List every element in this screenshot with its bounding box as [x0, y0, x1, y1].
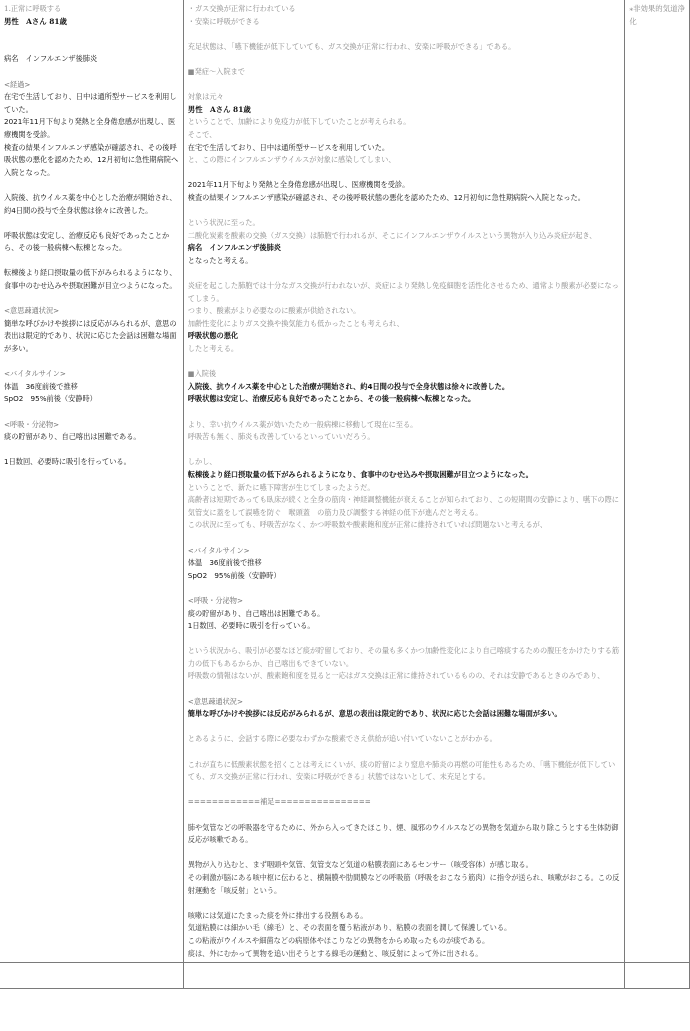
text-line: 体温 36度前後で推移	[187, 558, 262, 568]
blank-line	[188, 721, 621, 734]
text-line: <意思疎通状況>	[187, 696, 243, 706]
text-line: 肺や気管などの呼吸器を守るために、外から入ってきたほこり、煙、風邪のウイルスなどの異物を気道から取り除こうとする生体防御反応が咳嗽である。	[187, 822, 619, 845]
nursing-diagnosis-label: 非効果的気道浄化	[629, 4, 685, 26]
blank-line	[188, 79, 621, 92]
text-line: となったと考える。	[187, 255, 253, 265]
text-line: 男性 Aさん 81歳	[187, 104, 251, 114]
text-line: <呼吸・分泌物>	[4, 419, 60, 429]
text-line: 加齢性変化によりガス交換や換気能力も低かったことも考えられ、	[187, 318, 404, 328]
text-line: したと考える。	[187, 344, 239, 354]
text-line: 入院後、抗ウイルス薬を中心とした治療が開始され、約4日間の投与で全身状態は徐々に改善した。	[4, 192, 177, 215]
text-line: 咳嗽には気道にたまった痰を外に排出する役割もある。	[187, 910, 368, 920]
next-row-mid-cell	[183, 963, 625, 989]
text-line: ■発症〜入院まで	[187, 66, 245, 76]
text-line: 呼吸状態の悪化	[187, 331, 239, 341]
text-line: <バイタルサイン>	[187, 545, 250, 555]
blank-line	[188, 633, 621, 646]
blank-line	[188, 784, 621, 797]
text-line: 病名 インフルエンザ後肺炎	[4, 54, 98, 64]
text-line: 呼吸苦も無く、肺炎も改善しているといっていいだろう。	[187, 432, 375, 442]
text-line: ということで、新たに嚥下障害が生じてしまったようだ。	[187, 482, 375, 492]
text-line: 1日数回、必要時に吸引を行っている。	[4, 457, 131, 467]
text-line: 転棟後より経口摂取量の低下がみられるようになり、食事中のむせ込みや摂取困難が目立つようになった。	[4, 268, 177, 291]
blank-line	[188, 582, 621, 595]
analysis-cell	[183, 0, 625, 963]
text-line: 痰の貯留があり、自己喀出は困難である。	[4, 432, 141, 442]
blank-line	[188, 356, 621, 369]
text-line: 1.正常に呼吸する	[4, 4, 62, 13]
text-line: <経過>	[4, 79, 31, 89]
blank-line	[4, 41, 179, 54]
text-line: 高齢者は短期であっても臥床が続くと全身の筋肉・神経調整機能が衰えることが知られており、この短期間の安静により、嚥下の際に気管支に蓋をして誤嚥を防ぐ 喉頭蓋 の筋力及び調整する神経の低下が進んだと考える。	[187, 495, 619, 517]
text-line: 炎症を起こした肺胞では十分なガス交換が行われないが、炎症により発熱し免疫細胞を活性化させるため、通常より酸素が必要になってしまう。	[187, 281, 619, 303]
text-line: つまり、酸素がより必要なのに酸素が供給されない。	[187, 306, 361, 316]
text-line: 在宅で生活しており、日中は通所型サービスを利用していた。	[4, 92, 177, 114]
text-line: SpO2 95%前後（安静時）	[4, 394, 97, 404]
blank-line	[188, 532, 621, 545]
patient-info-cell	[0, 0, 183, 963]
text-line: 気道粘膜には細かい毛（線毛）と、その表面を覆う粘液があり、粘膜の表面を潤して保護している。	[187, 923, 512, 933]
text-line: とあるように、会話する際に必要なわずかな酸素でさえ供給が追い付いていないことがわかる。	[187, 734, 497, 744]
text-line: 体温 36度前後で推移	[4, 381, 78, 391]
text-line: 2021年11月下旬より発熱と全身倦怠感が出現し、医療機関を受診。	[4, 117, 176, 139]
text-line: この粘液がウイルスや細菌などの病原体やほこりなどの異物をからめ取ったものが痰である。	[187, 935, 490, 945]
text-line: 2021年11月下旬より発熱と全身倦怠感が出現し、医療機関を受診。	[187, 180, 410, 190]
text-line: 簡単な呼びかけや挨拶には反応がみられるが、意思の表出は限定的であり、状況に応じた会話は困難な場面が多い。	[187, 709, 562, 719]
blank-line	[188, 847, 621, 860]
analysis-text	[188, 3, 621, 960]
nursing-diagnosis	[629, 3, 685, 28]
blank-line	[188, 205, 621, 218]
text-line: ・ガス交換が正常に行われている	[187, 4, 296, 13]
patient-info-text	[4, 3, 179, 469]
text-line: 検査の結果インフルエンザ感染が確認され、その後呼吸状態の悪化を認めたため、12月初旬に急性期病院へ入院となった。	[4, 142, 179, 177]
text-line: 異物が入り込むと、まず咽頭や気管、気管支など気道の粘膜表面にあるセンサー（咳受容体）が感じ取る。	[187, 860, 533, 870]
blank-line	[4, 356, 179, 369]
text-line: 呼吸状態は安定し、治療反応も良好であったことから、その後一般病棟へ転棟となった。	[4, 230, 170, 253]
blank-line	[4, 406, 179, 419]
blank-line	[4, 66, 179, 79]
blank-line	[188, 746, 621, 759]
text-line: 充足状態は、「嚥下機能が低下していても、ガス交換が正常に行われ、安楽に呼吸ができる」である。	[187, 41, 516, 51]
text-line: と、この際にインフルエンザウイルスが対象に感染してしまい、	[187, 155, 396, 165]
text-line: そこで、	[187, 129, 217, 139]
text-line: 転棟後より経口摂取量の低下がみられるようになり、食事中のむせ込みや摂取困難が目立つようになった。	[187, 469, 533, 479]
text-line: ■入院後	[187, 369, 217, 379]
blank-line	[188, 53, 621, 66]
blank-line	[188, 28, 621, 41]
text-line: 対象は元々	[187, 92, 224, 102]
text-line: 痰は、外にむかって異物を追い出そうとする線毛の運動と、咳反射によって外に出される。	[187, 948, 483, 958]
blank-line	[188, 809, 621, 822]
blank-line	[4, 293, 179, 306]
text-line: ということで、加齢により免疫力が低下していたことが考えられる。	[187, 117, 411, 127]
text-line: 入院後、抗ウイルス薬を中心とした治療が開始され、約4日間の投与で全身状態は徐々に改善した。	[187, 381, 510, 391]
text-line: 呼吸数の情報はないが、酸素飽和度を見ると一応はガス交換は正常に維持されているものの、それは安静であるときのみであり、	[187, 671, 605, 681]
text-line: 簡単な呼びかけや挨拶には反応がみられるが、意思の表出は限定的であり、状況に応じた会話は困難な場面が多い。	[4, 318, 177, 354]
text-line: その刺激が脳にある咳中枢に伝わると、横隔膜や肋間膜などの呼吸筋（呼吸をおこなう筋肉）に指令が送られ、咳嗽がおこる。この反射運動を「咳反射」という。	[187, 872, 620, 895]
text-line: 在宅で生活しており、日中は通所型サービスを利用していた。	[187, 142, 390, 152]
text-line: という状況から、吸引が必要なほど痰が貯留しており、その量も多くかつ加齢性変化により自己喀痰するための腹圧をかけたりする筋力の低下もあるからか、自己喀出もできていない。	[187, 646, 620, 668]
blank-line	[188, 167, 621, 180]
text-line: より、幸い抗ウイルス薬が効いたため一般病棟に移動して現在に至る。	[187, 419, 418, 429]
text-line: この状況に至っても、呼吸苦がなく、かつ呼吸数や酸素飽和度が正常に維持されていれば問題ないと考えるが、	[187, 520, 548, 530]
text-line: 病名 インフルエンザ後肺炎	[187, 243, 281, 253]
next-row-left-cell	[0, 963, 183, 989]
blank-line	[4, 28, 179, 41]
text-line: 1日数回、必要時に吸引を行っている。	[187, 621, 315, 631]
blank-line	[4, 179, 179, 192]
text-line: 呼吸状態は安定し、治療反応も良好であったことから、その後一般病棟へ転棟となった。	[187, 394, 476, 404]
text-line: SpO2 95%前後（安静時）	[187, 570, 281, 580]
text-line: ・安楽に呼吸ができる	[187, 16, 260, 26]
blank-line	[4, 217, 179, 230]
asterisk-bullet-icon: ⁎	[629, 4, 634, 13]
text-line: 二酸化炭素を酸素の交換（ガス交換）は肺胞で行われるが、そこにインフルエンザウイルスという異物が入り込み炎症が起き、	[187, 230, 597, 240]
text-line: これが直ちに低酸素状態を招くことは考えにくいが、痰の貯留により窒息や肺炎の再燃の可能性もあるため、「嚥下機能が低下していても、ガス交換が正常に行われ、安楽に呼吸ができる」状態ではないとして、未充足とする。	[187, 759, 616, 782]
text-line: <バイタルサイン>	[4, 369, 66, 379]
blank-line	[4, 444, 179, 457]
nursing-diagnosis-cell	[625, 0, 690, 963]
text-line: <呼吸・分泌物>	[187, 595, 243, 605]
text-line: 検査の結果インフルエンザ感染が確認され、その後呼吸状態の悪化を認めたため、12月初旬に急性期病院へ入院となった。	[187, 192, 585, 202]
text-line: <意思疎通状況>	[4, 306, 60, 316]
text-line: 痰の貯留があり、自己喀出は困難である。	[187, 608, 325, 618]
text-line: 男性 Aさん 81歳	[4, 16, 67, 26]
blank-line	[188, 897, 621, 910]
blank-line	[188, 406, 621, 419]
blank-line	[188, 683, 621, 696]
blank-line	[188, 267, 621, 280]
next-row-right-cell	[625, 963, 690, 989]
next-row	[0, 963, 690, 989]
text-line: という状況に至った。	[187, 218, 260, 228]
blank-line	[4, 255, 179, 268]
text-line: ============補足================	[187, 797, 371, 807]
blank-line	[188, 444, 621, 457]
text-line: しかし、	[187, 457, 217, 467]
